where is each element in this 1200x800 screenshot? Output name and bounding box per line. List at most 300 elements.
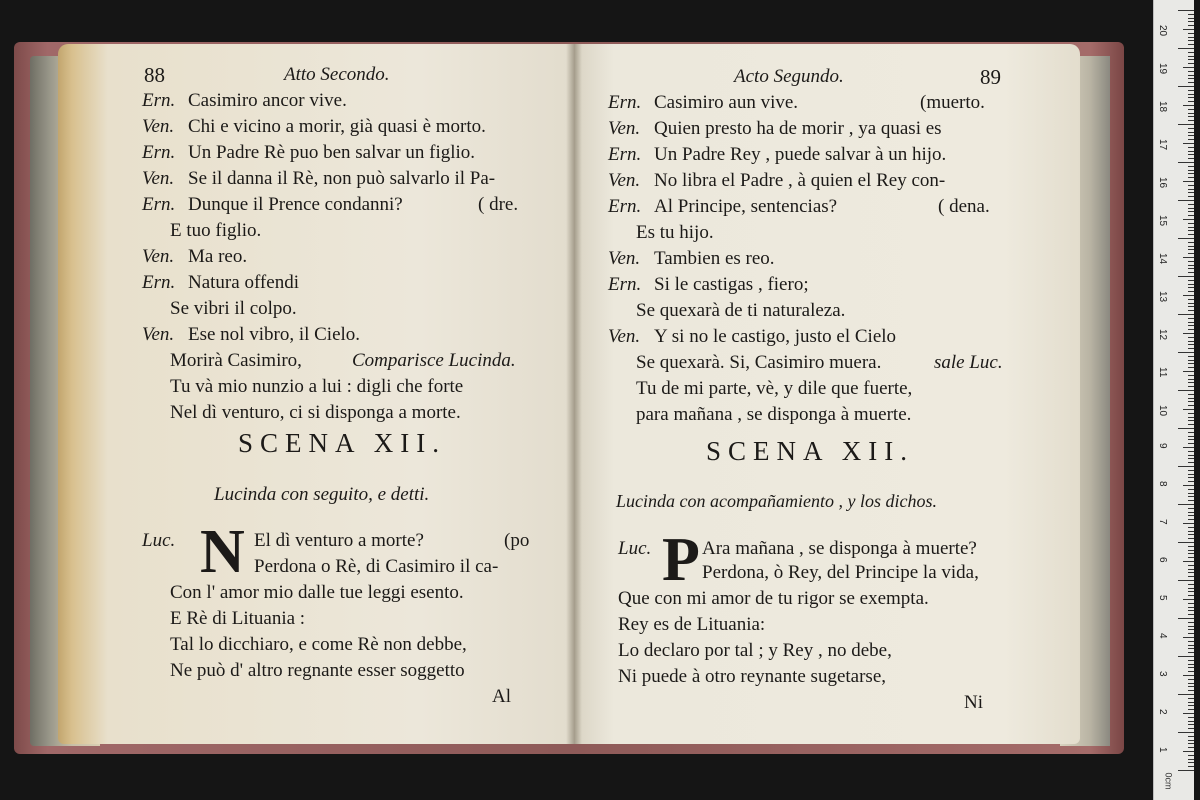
dialogue-line: Y si no le castigo, justo el Cielo xyxy=(654,326,897,347)
ruler-tick xyxy=(1178,542,1194,543)
ruler-tick xyxy=(1188,139,1194,140)
page-number: 89 xyxy=(980,65,1001,89)
ruler-tick xyxy=(1188,234,1194,235)
ruler-tick xyxy=(1178,86,1194,87)
ruler-number: 4 xyxy=(1157,633,1168,639)
ruler-number: 6 xyxy=(1157,557,1168,563)
ruler-tick xyxy=(1178,314,1194,315)
dialogue-line: Natura offendi xyxy=(188,272,299,293)
ruler-tick xyxy=(1188,565,1194,566)
running-head: Acto Segundo. xyxy=(734,66,844,87)
ruler-tick xyxy=(1188,458,1194,459)
ruler-tick xyxy=(1178,504,1194,505)
ruler-number: 1 xyxy=(1157,747,1168,753)
dialogue-line: Quien presto ha de morir , ya quasi es xyxy=(654,118,942,139)
speaker-label: Luc. xyxy=(142,530,176,551)
ruler-tick xyxy=(1188,614,1194,615)
ruler-tick xyxy=(1188,299,1194,300)
dialogue-line: para mañana , se disponga à muerte. xyxy=(636,404,912,425)
ruler-tick xyxy=(1188,500,1194,501)
ruler-tick xyxy=(1188,18,1194,19)
book-gutter xyxy=(566,44,582,744)
dialogue-line: Tu de mi parte, vè, y dile que fuerte, xyxy=(636,378,913,399)
ruler-tick xyxy=(1188,268,1194,269)
ruler-tick xyxy=(1178,352,1194,353)
ruler-tick xyxy=(1178,48,1194,49)
measurement-ruler xyxy=(1153,0,1194,800)
ruler-tick xyxy=(1188,120,1194,121)
ruler-tick xyxy=(1188,550,1194,551)
ruler-tick xyxy=(1188,557,1194,558)
speaker-label: Ern. xyxy=(142,194,176,215)
ruler-tick xyxy=(1188,607,1194,608)
running-head: Atto Secondo. xyxy=(284,64,390,85)
ruler-number: 3 xyxy=(1157,671,1168,677)
ruler-tick xyxy=(1188,82,1194,83)
ruler-number: 11 xyxy=(1157,367,1168,378)
scene-subtitle: Lucinda con acompañamiento , y los dichos. xyxy=(616,491,937,511)
ruler-tick xyxy=(1188,455,1194,456)
ruler-tick xyxy=(1188,603,1194,604)
ruler-tick xyxy=(1188,196,1194,197)
ruler-tick xyxy=(1178,162,1194,163)
ruler-tick xyxy=(1188,37,1194,38)
scene-subtitle: Lucinda con seguito, e detti. xyxy=(214,484,430,505)
ruler-tick xyxy=(1188,443,1194,444)
ruler-tick xyxy=(1183,181,1194,182)
ruler-number: 19 xyxy=(1157,63,1168,75)
ruler-tick xyxy=(1178,124,1194,125)
dialogue-line: Morirà Casimiro, xyxy=(170,350,302,371)
ruler-tick xyxy=(1188,230,1194,231)
ruler-tick xyxy=(1188,242,1194,243)
ruler-tick xyxy=(1188,420,1194,421)
ruler-tick xyxy=(1188,413,1194,414)
scene-title: SCENA XII. xyxy=(238,428,447,458)
ruler-tick xyxy=(1188,538,1194,539)
dialogue-line: Un Padre Rè puo ben salvar un figlio. xyxy=(188,142,476,163)
ruler-tick xyxy=(1188,702,1194,703)
ruler-tick xyxy=(1188,25,1194,26)
ruler-tick xyxy=(1188,576,1194,577)
speaker-label: Ern. xyxy=(608,274,642,295)
ruler-tick xyxy=(1178,770,1194,771)
ruler-tick xyxy=(1178,618,1194,619)
ruler-tick xyxy=(1188,626,1194,627)
ruler-tick xyxy=(1183,257,1194,258)
speech-line: E Rè di Lituania : xyxy=(170,608,306,629)
ruler-tick xyxy=(1188,382,1194,383)
speaker-label: Ven. xyxy=(142,246,175,267)
ruler-tick xyxy=(1188,405,1194,406)
speaker-label: Ven. xyxy=(608,118,641,139)
ruler-tick xyxy=(1188,553,1194,554)
ruler-tick xyxy=(1188,325,1194,326)
ruler-number: 16 xyxy=(1157,177,1168,189)
ruler-tick xyxy=(1188,622,1194,623)
ruler-tick xyxy=(1183,67,1194,68)
page-number: 88 xyxy=(144,63,165,87)
stage-direction: sale Luc. xyxy=(934,352,1003,373)
ruler-number: 17 xyxy=(1157,139,1168,151)
ruler-tick xyxy=(1188,90,1194,91)
ruler-tick xyxy=(1188,97,1194,98)
ruler-tick xyxy=(1188,477,1194,478)
speech-line: Lo declaro por tal ; y Rey , no debe, xyxy=(618,640,892,661)
speech-line: Perdona o Rè, di Casimiro il ca- xyxy=(254,556,499,577)
ruler-tick xyxy=(1183,143,1194,144)
ruler-tick xyxy=(1188,71,1194,72)
left-page xyxy=(58,44,574,744)
dialogue-line: Se il danna il Rè, non può salvarlo il Pa- xyxy=(188,168,496,189)
ruler-tick xyxy=(1188,527,1194,528)
ruler-number: 18 xyxy=(1157,101,1168,113)
ruler-tick xyxy=(1188,261,1194,262)
ruler-tick xyxy=(1188,743,1194,744)
ruler-tick xyxy=(1188,116,1194,117)
ruler-number: 2 xyxy=(1157,709,1168,715)
ruler-tick xyxy=(1188,648,1194,649)
ruler-tick xyxy=(1178,10,1194,11)
ruler-tick xyxy=(1188,667,1194,668)
ruler-tick xyxy=(1183,751,1194,752)
ruler-tick xyxy=(1188,341,1194,342)
drop-cap: P xyxy=(662,526,700,594)
ruler-tick xyxy=(1188,641,1194,642)
ruler-tick xyxy=(1188,291,1194,292)
ruler-tick xyxy=(1188,432,1194,433)
ruler-tick xyxy=(1188,59,1194,60)
ruler-number: 15 xyxy=(1157,215,1168,227)
ruler-tick xyxy=(1188,591,1194,592)
ruler-tick xyxy=(1188,166,1194,167)
ruler-tick xyxy=(1188,63,1194,64)
ruler-tick xyxy=(1188,158,1194,159)
speaker-label: Ern. xyxy=(608,92,642,113)
ruler-tick xyxy=(1188,394,1194,395)
ruler-tick xyxy=(1188,185,1194,186)
ruler-tick xyxy=(1188,515,1194,516)
ruler-tick xyxy=(1188,33,1194,34)
ruler-tick xyxy=(1188,344,1194,345)
ruler-tick xyxy=(1188,204,1194,205)
dialogue-line: Se quexarà de ti naturaleza. xyxy=(636,300,846,321)
dialogue-line: Si le castigas , fiero; xyxy=(654,274,809,295)
ruler-tick xyxy=(1188,306,1194,307)
dialogue-line: Tu và mio nunzio a lui : digli che forte xyxy=(170,376,464,397)
dialogue-line: Un Padre Rey , puede salvar à un hijo. xyxy=(654,144,947,165)
ruler-tick xyxy=(1178,200,1194,201)
speaker-label: Ern. xyxy=(142,272,176,293)
ruler-tick xyxy=(1188,519,1194,520)
ruler-tick xyxy=(1188,132,1194,133)
dialogue-line: Casimiro ancor vive. xyxy=(188,90,347,111)
ruler-tick xyxy=(1188,284,1194,285)
ruler-number: 14 xyxy=(1157,253,1168,265)
ruler-tick xyxy=(1178,580,1194,581)
ruler-tick xyxy=(1188,652,1194,653)
dialogue-line: Nel dì venturo, ci si disponga a morte. xyxy=(170,402,461,423)
ruler-tick xyxy=(1188,303,1194,304)
ruler-tick xyxy=(1188,584,1194,585)
ruler-tick xyxy=(1188,512,1194,513)
ruler-tick xyxy=(1188,272,1194,273)
ruler-tick xyxy=(1178,656,1194,657)
ruler-tick xyxy=(1188,356,1194,357)
ruler-tick xyxy=(1188,493,1194,494)
speech-line: Tal lo dicchiaro, e come Rè non debbe, xyxy=(170,634,467,655)
ruler-tick xyxy=(1188,329,1194,330)
ruler-tick xyxy=(1178,390,1194,391)
stage-direction: Comparisce Lucinda. xyxy=(352,350,516,371)
speaker-label: Ven. xyxy=(142,116,175,137)
ruler-tick xyxy=(1188,147,1194,148)
ruler-tick xyxy=(1188,52,1194,53)
ruler-tick xyxy=(1188,173,1194,174)
ruler-number: 7 xyxy=(1157,519,1168,525)
ruler-tick xyxy=(1188,246,1194,247)
ruler-tick xyxy=(1188,569,1194,570)
ruler-tick xyxy=(1188,660,1194,661)
ruler-tick xyxy=(1188,318,1194,319)
dialogue-line: Dunque il Prence condanni? xyxy=(188,194,403,215)
speech-line: Rey es de Lituania: xyxy=(618,614,766,635)
dialogue-line: Es tu hijo. xyxy=(636,222,714,243)
ruler-tick xyxy=(1188,287,1194,288)
catchword: Ni xyxy=(964,692,983,713)
ruler-unit-label: 0cm xyxy=(1163,772,1174,790)
ruler-tick xyxy=(1188,56,1194,57)
dialogue-line: Ma reo. xyxy=(188,246,248,267)
ruler-tick xyxy=(1188,101,1194,102)
ruler-tick xyxy=(1188,94,1194,95)
ruler-tick xyxy=(1188,664,1194,665)
ruler-tick xyxy=(1188,189,1194,190)
ruler-tick xyxy=(1188,109,1194,110)
ruler-tick xyxy=(1188,379,1194,380)
ruler-tick xyxy=(1188,762,1194,763)
speech-line: Ne può d' altro regnante esser soggetto xyxy=(170,660,465,681)
ruler-tick xyxy=(1188,151,1194,152)
ruler-tick xyxy=(1188,424,1194,425)
speaker-label: Ven. xyxy=(608,326,641,347)
ruler-tick xyxy=(1188,192,1194,193)
ruler-tick xyxy=(1188,686,1194,687)
ruler-tick xyxy=(1188,253,1194,254)
ruler-tick xyxy=(1183,523,1194,524)
ruler-tick xyxy=(1188,508,1194,509)
dialogue-line: E tuo figlio. xyxy=(170,220,262,241)
speaker-label: Ern. xyxy=(608,196,642,217)
ruler-tick xyxy=(1188,736,1194,737)
turnover-text: (muerto. xyxy=(920,92,985,113)
ruler-tick xyxy=(1188,721,1194,722)
speech-line: Ara mañana , se disponga à muerte? xyxy=(702,538,977,559)
ruler-tick xyxy=(1178,732,1194,733)
ruler-tick xyxy=(1188,177,1194,178)
ruler-tick xyxy=(1188,462,1194,463)
ruler-tick xyxy=(1183,333,1194,334)
ruler-tick xyxy=(1188,451,1194,452)
ruler-number: 5 xyxy=(1157,595,1168,601)
dialogue-line: Al Principe, sentencias? xyxy=(654,196,838,217)
speech-line: Que con mi amor de tu rigor se exempta. xyxy=(618,588,929,609)
ruler-number: 13 xyxy=(1157,291,1168,303)
ruler-tick xyxy=(1188,679,1194,680)
ruler-tick xyxy=(1188,135,1194,136)
ruler-tick xyxy=(1183,675,1194,676)
speech-line: El dì venturo a morte? xyxy=(254,530,424,551)
right-page xyxy=(574,44,1080,744)
ruler-tick xyxy=(1188,337,1194,338)
ruler-tick xyxy=(1188,531,1194,532)
dialogue-line: Se quexarà. Si, Casimiro muera. xyxy=(636,352,882,373)
ruler-tick xyxy=(1188,610,1194,611)
ruler-tick xyxy=(1188,14,1194,15)
ruler-tick xyxy=(1188,709,1194,710)
dialogue-line: No libra el Padre , à quien el Rey con- xyxy=(654,170,946,191)
ruler-tick xyxy=(1188,740,1194,741)
ruler-tick xyxy=(1188,705,1194,706)
ruler-tick xyxy=(1188,755,1194,756)
ruler-tick xyxy=(1188,128,1194,129)
ruler-tick xyxy=(1188,534,1194,535)
ruler-tick xyxy=(1188,227,1194,228)
ruler-tick xyxy=(1178,694,1194,695)
ruler-tick xyxy=(1188,724,1194,725)
ruler-tick xyxy=(1183,219,1194,220)
ruler-tick xyxy=(1183,713,1194,714)
ruler-tick xyxy=(1188,470,1194,471)
ruler-tick xyxy=(1178,276,1194,277)
turnover-text: ( dre. xyxy=(478,194,519,215)
ruler-tick xyxy=(1188,211,1194,212)
speech-line: Ni puede à otro reynante sugetarse, xyxy=(618,666,887,687)
catchword: Al xyxy=(492,686,511,707)
speech-line: Con l' amor mio dalle tue leggi esento. xyxy=(170,582,464,603)
speaker-label: Ven. xyxy=(142,168,175,189)
dialogue-line: Se vibri il colpo. xyxy=(170,298,297,319)
ruler-tick xyxy=(1183,105,1194,106)
ruler-tick xyxy=(1188,375,1194,376)
ruler-tick xyxy=(1188,698,1194,699)
ruler-tick xyxy=(1188,595,1194,596)
ruler-tick xyxy=(1188,436,1194,437)
ruler-tick xyxy=(1188,223,1194,224)
ruler-tick xyxy=(1183,409,1194,410)
ruler-tick xyxy=(1183,599,1194,600)
ruler-tick xyxy=(1188,44,1194,45)
ruler-tick xyxy=(1188,489,1194,490)
dialogue-line: Ese nol vibro, il Cielo. xyxy=(188,324,361,345)
ruler-tick xyxy=(1188,496,1194,497)
dialogue-line: Tambien es reo. xyxy=(654,248,775,269)
ruler-tick xyxy=(1188,546,1194,547)
ruler-tick xyxy=(1188,683,1194,684)
ruler-tick xyxy=(1188,360,1194,361)
ruler-tick xyxy=(1188,417,1194,418)
ruler-tick xyxy=(1188,265,1194,266)
ruler-tick xyxy=(1183,295,1194,296)
speaker-label: Ven. xyxy=(608,248,641,269)
ruler-tick xyxy=(1188,728,1194,729)
ruler-tick xyxy=(1188,310,1194,311)
ruler-tick xyxy=(1188,474,1194,475)
ruler-number: 10 xyxy=(1157,405,1168,417)
speaker-label: Ern. xyxy=(142,90,176,111)
ruler-tick xyxy=(1188,322,1194,323)
ruler-tick xyxy=(1183,371,1194,372)
scene-title: SCENA XII. xyxy=(706,436,915,466)
ruler-tick xyxy=(1188,113,1194,114)
ruler-number: 12 xyxy=(1157,329,1168,341)
ruler-number: 9 xyxy=(1157,443,1168,449)
speaker-label: Ven. xyxy=(608,170,641,191)
ruler-number: 8 xyxy=(1157,481,1168,487)
speaker-label: Ern. xyxy=(608,144,642,165)
ruler-tick xyxy=(1188,348,1194,349)
ruler-number: 20 xyxy=(1157,25,1168,37)
ruler-tick xyxy=(1188,671,1194,672)
drop-cap: N xyxy=(200,518,245,586)
ruler-tick xyxy=(1188,208,1194,209)
ruler-tick xyxy=(1188,40,1194,41)
ruler-tick xyxy=(1188,170,1194,171)
ruler-tick xyxy=(1178,428,1194,429)
ruler-tick xyxy=(1188,215,1194,216)
ruler-tick xyxy=(1188,154,1194,155)
ruler-tick xyxy=(1188,249,1194,250)
ruler-tick xyxy=(1188,481,1194,482)
ruler-tick xyxy=(1188,75,1194,76)
ruler-tick xyxy=(1188,633,1194,634)
ruler-tick xyxy=(1188,588,1194,589)
ruler-tick xyxy=(1188,645,1194,646)
ruler-tick xyxy=(1188,759,1194,760)
ruler-tick xyxy=(1183,29,1194,30)
ruler-tick xyxy=(1188,401,1194,402)
ruler-tick xyxy=(1188,747,1194,748)
dialogue-line: Chi e vicino a morir, già quasi è morto. xyxy=(188,116,486,137)
ruler-tick xyxy=(1183,637,1194,638)
dialogue-line: Casimiro aun vive. xyxy=(654,92,799,113)
ruler-tick xyxy=(1183,447,1194,448)
speaker-label: Ern. xyxy=(142,142,176,163)
ruler-tick xyxy=(1188,363,1194,364)
turnover-text: ( dena. xyxy=(938,196,990,217)
ruler-tick xyxy=(1188,439,1194,440)
ruler-tick xyxy=(1183,561,1194,562)
ruler-tick xyxy=(1188,629,1194,630)
ruler-tick xyxy=(1178,238,1194,239)
ruler-tick xyxy=(1188,690,1194,691)
turnover-text: (po xyxy=(504,530,530,551)
ruler-tick xyxy=(1188,280,1194,281)
speaker-label: Luc. xyxy=(618,538,652,559)
speech-line: Perdona, ò Rey, del Principe la vida, xyxy=(702,562,979,583)
ruler-tick xyxy=(1188,367,1194,368)
speaker-label: Ven. xyxy=(142,324,175,345)
ruler-tick xyxy=(1188,572,1194,573)
ruler-tick xyxy=(1178,466,1194,467)
ruler-tick xyxy=(1183,485,1194,486)
ruler-tick xyxy=(1188,398,1194,399)
ruler-tick xyxy=(1188,78,1194,79)
ruler-tick xyxy=(1188,766,1194,767)
ruler-tick xyxy=(1188,21,1194,22)
ruler-tick xyxy=(1188,386,1194,387)
ruler-tick xyxy=(1188,717,1194,718)
